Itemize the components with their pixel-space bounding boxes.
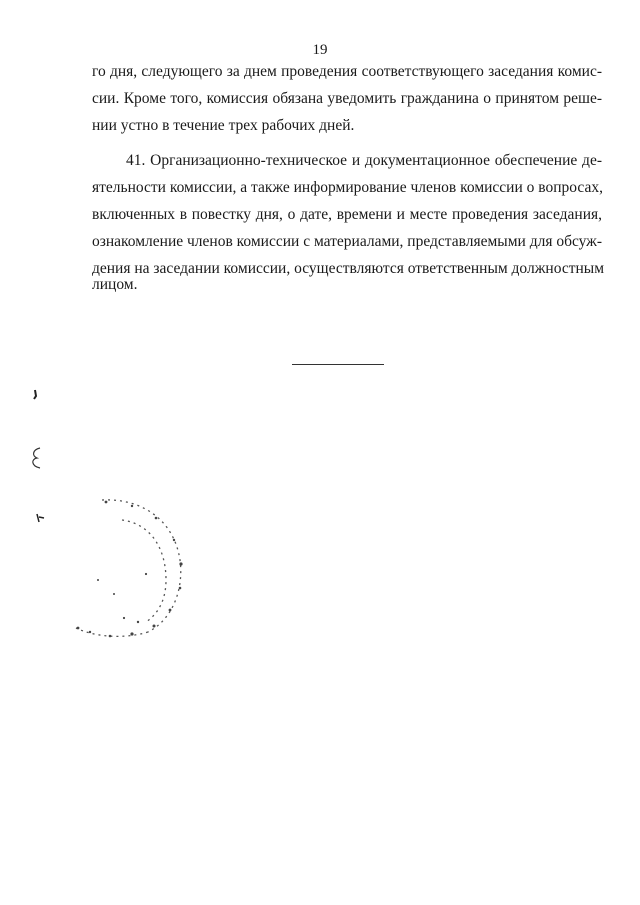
margin-brace-mark [28, 446, 44, 470]
paragraph2-line-3: включенных в повестку дня, о дате, времени и месте проведения заседания, [92, 206, 602, 223]
paragraph2-line-2: ятельности комиссии, а также информирование членов комиссии о вопросах, [92, 179, 603, 196]
paragraph2-line-4: ознакомление членов комиссии с материалами, представляемыми для обсуж- [92, 233, 603, 250]
paragraph1-line-2: сии. Кроме того, комиссия обязана уведомить гражданина о принятом реше- [92, 90, 602, 107]
paragraph2-line-5: дения на заседании комиссии, осуществляются ответственным должностным [92, 260, 605, 277]
margin-tick-mark [34, 512, 46, 524]
stamp-seal-imprint [62, 490, 202, 650]
margin-dot-mark [30, 388, 40, 402]
paragraph1-line-1: го дня, следующего за днем проведения соответствующего заседания комис- [92, 63, 602, 80]
paragraph1-line-3: нии устно в течение трех рабочих дней. [92, 117, 355, 134]
page-number: 19 [312, 42, 328, 58]
separator-line [292, 364, 384, 365]
paragraph2-line-1: 41. Организационно-техническое и документационное обеспечение де- [126, 152, 602, 169]
paragraph2-line-6: лицом. [92, 276, 138, 293]
